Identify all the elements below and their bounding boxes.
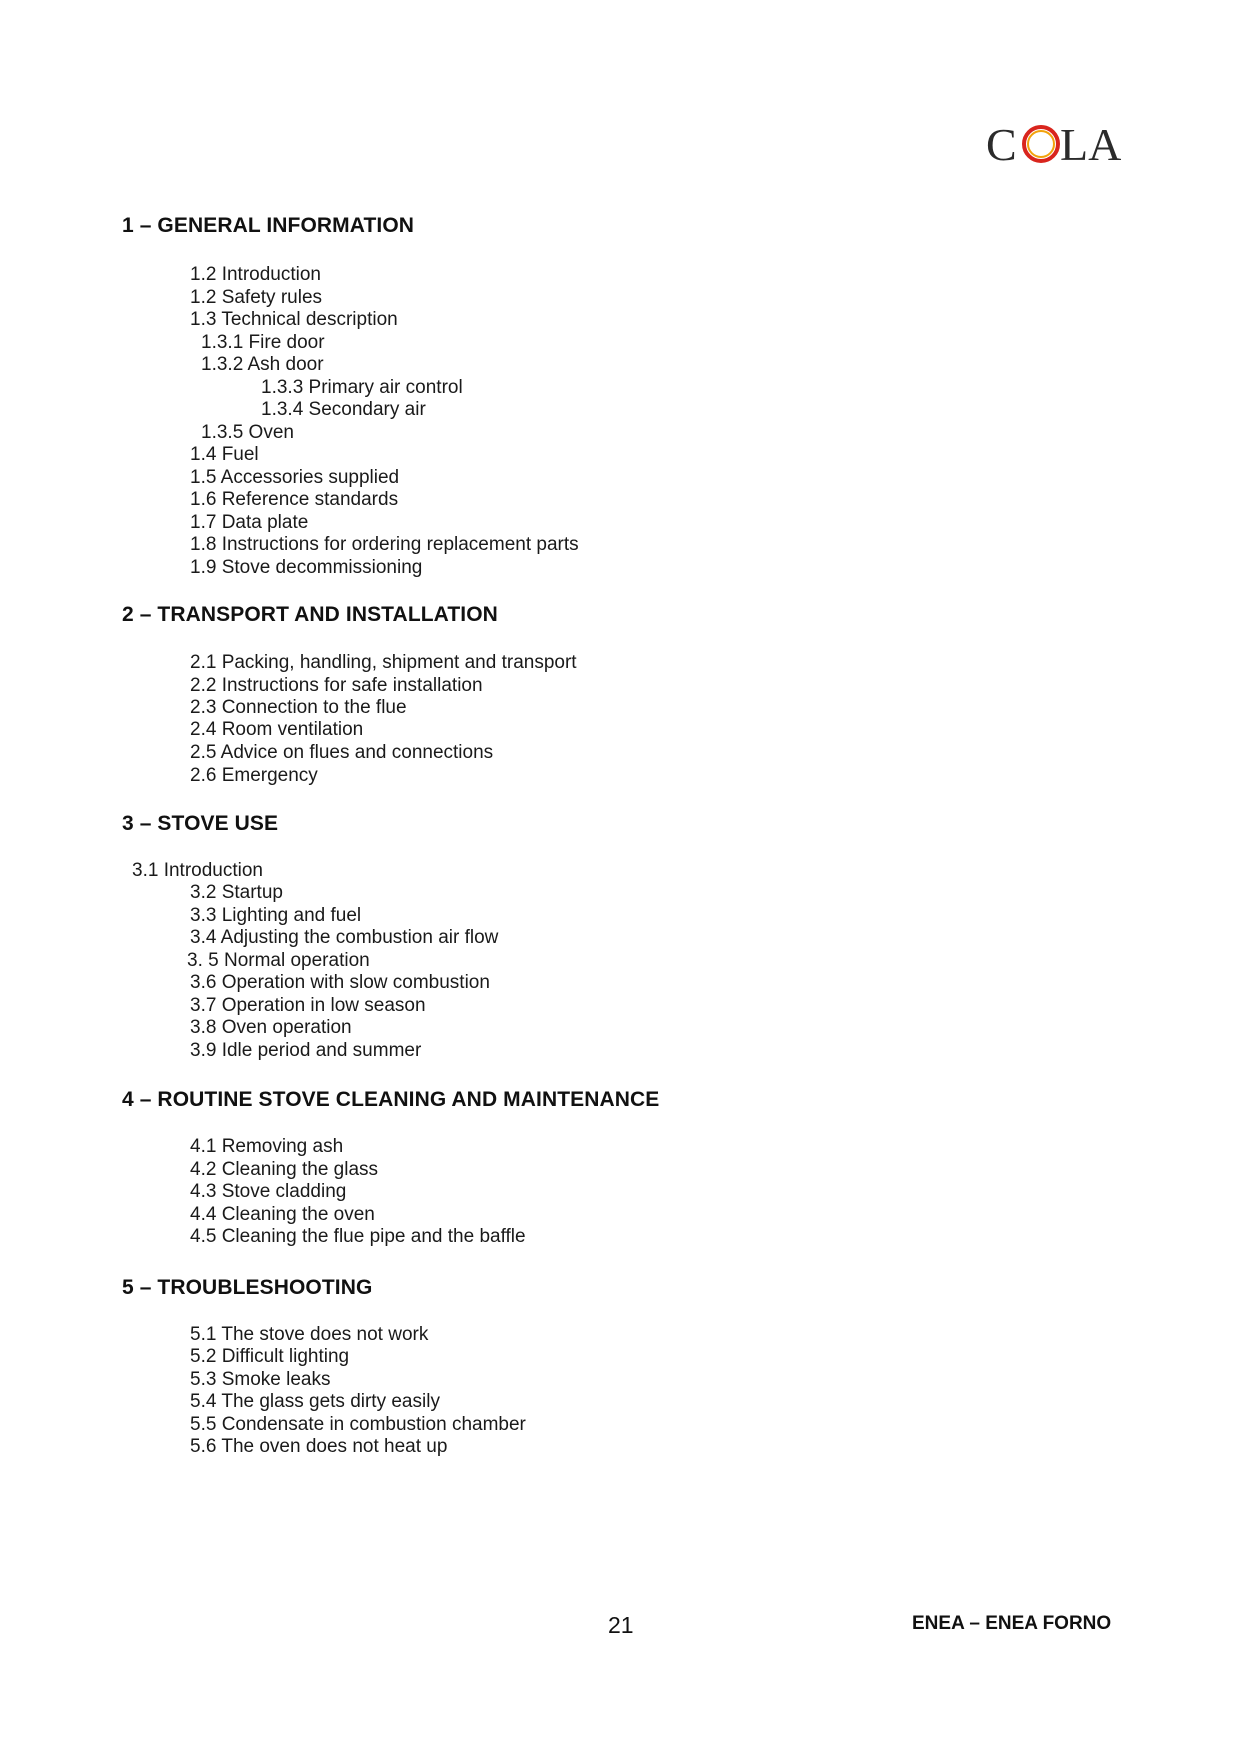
toc-item: 3.3 Lighting and fuel	[190, 905, 362, 926]
toc-item: 2.2 Instructions for safe installation	[190, 675, 483, 696]
toc-item: 5.1 The stove does not work	[190, 1324, 429, 1345]
toc-item: 3.9 Idle period and summer	[190, 1040, 422, 1061]
toc-item: 1.9 Stove decommissioning	[190, 557, 423, 578]
toc-item: 4.4 Cleaning the oven	[190, 1204, 375, 1225]
toc-item: 4.3 Stove cladding	[190, 1181, 347, 1202]
toc-item: 1.3 Technical description	[190, 309, 398, 330]
toc-item: 1.3.2 Ash door	[201, 354, 324, 375]
toc-item: 4.1 Removing ash	[190, 1136, 344, 1157]
toc-item: 5.3 Smoke leaks	[190, 1369, 331, 1390]
brand-logo	[986, 112, 1154, 172]
toc-item: 1.5 Accessories supplied	[190, 467, 400, 488]
section-title-general-information: 1 – GENERAL INFORMATION	[122, 214, 415, 237]
toc-item: 2.4 Room ventilation	[190, 719, 364, 740]
toc-item: 3.4 Adjusting the combustion air flow	[190, 927, 499, 948]
toc-item: 1.3.1 Fire door	[201, 332, 325, 353]
section-title-routine-cleaning-maintenance: 4 – ROUTINE STOVE CLEANING AND MAINTENANCE	[122, 1088, 660, 1111]
toc-item: 1.3.5 Oven	[201, 422, 294, 443]
cola-logo-icon	[986, 112, 1154, 172]
section-title-stove-use: 3 – STOVE USE	[122, 812, 279, 835]
toc-item: 2.3 Connection to the flue	[190, 697, 407, 718]
toc-item: 4.2 Cleaning the glass	[190, 1159, 379, 1180]
toc-item: 1.2 Introduction	[190, 264, 321, 285]
toc-item: 5.2 Difficult lighting	[190, 1346, 350, 1367]
toc-item: 1.8 Instructions for ordering replacement parts	[190, 534, 579, 555]
toc-item: 5.5 Condensate in combustion chamber	[190, 1414, 526, 1435]
toc-item: 3.7 Operation in low season	[190, 995, 426, 1016]
toc-item: 1.2 Safety rules	[190, 287, 323, 308]
toc-item: 1.4 Fuel	[190, 444, 259, 465]
toc-item: 1.3.4 Secondary air	[261, 399, 426, 420]
toc-item: 3.6 Operation with slow combustion	[190, 972, 490, 993]
toc-item: 4.5 Cleaning the flue pipe and the baffle	[190, 1226, 526, 1247]
svg-text:C: C	[986, 119, 1017, 170]
svg-text:LA: LA	[1060, 119, 1122, 170]
toc-item: 5.4 The glass gets dirty easily	[190, 1391, 440, 1412]
toc-item: 3.8 Oven operation	[190, 1017, 352, 1038]
toc-item: 3.1 Introduction	[132, 860, 263, 881]
toc-item: 5.6 The oven does not heat up	[190, 1436, 448, 1457]
toc-item: 1.7 Data plate	[190, 512, 309, 533]
section-title-troubleshooting: 5 – TROUBLESHOOTING	[122, 1276, 373, 1299]
toc-item: 2.5 Advice on flues and connections	[190, 742, 494, 763]
toc-item: 2.1 Packing, handling, shipment and transport	[190, 652, 577, 673]
toc-item: 2.6 Emergency	[190, 765, 318, 786]
toc-item: 3.2 Startup	[190, 882, 283, 903]
footer-document-title: ENEA – ENEA FORNO	[912, 1613, 1112, 1634]
section-title-transport-and-installation: 2 – TRANSPORT AND INSTALLATION	[122, 603, 498, 626]
toc-item: 3. 5 Normal operation	[187, 950, 370, 971]
toc-item: 1.3.3 Primary air control	[261, 377, 463, 398]
page-number: 21	[608, 1612, 634, 1638]
toc-item: 1.6 Reference standards	[190, 489, 399, 510]
